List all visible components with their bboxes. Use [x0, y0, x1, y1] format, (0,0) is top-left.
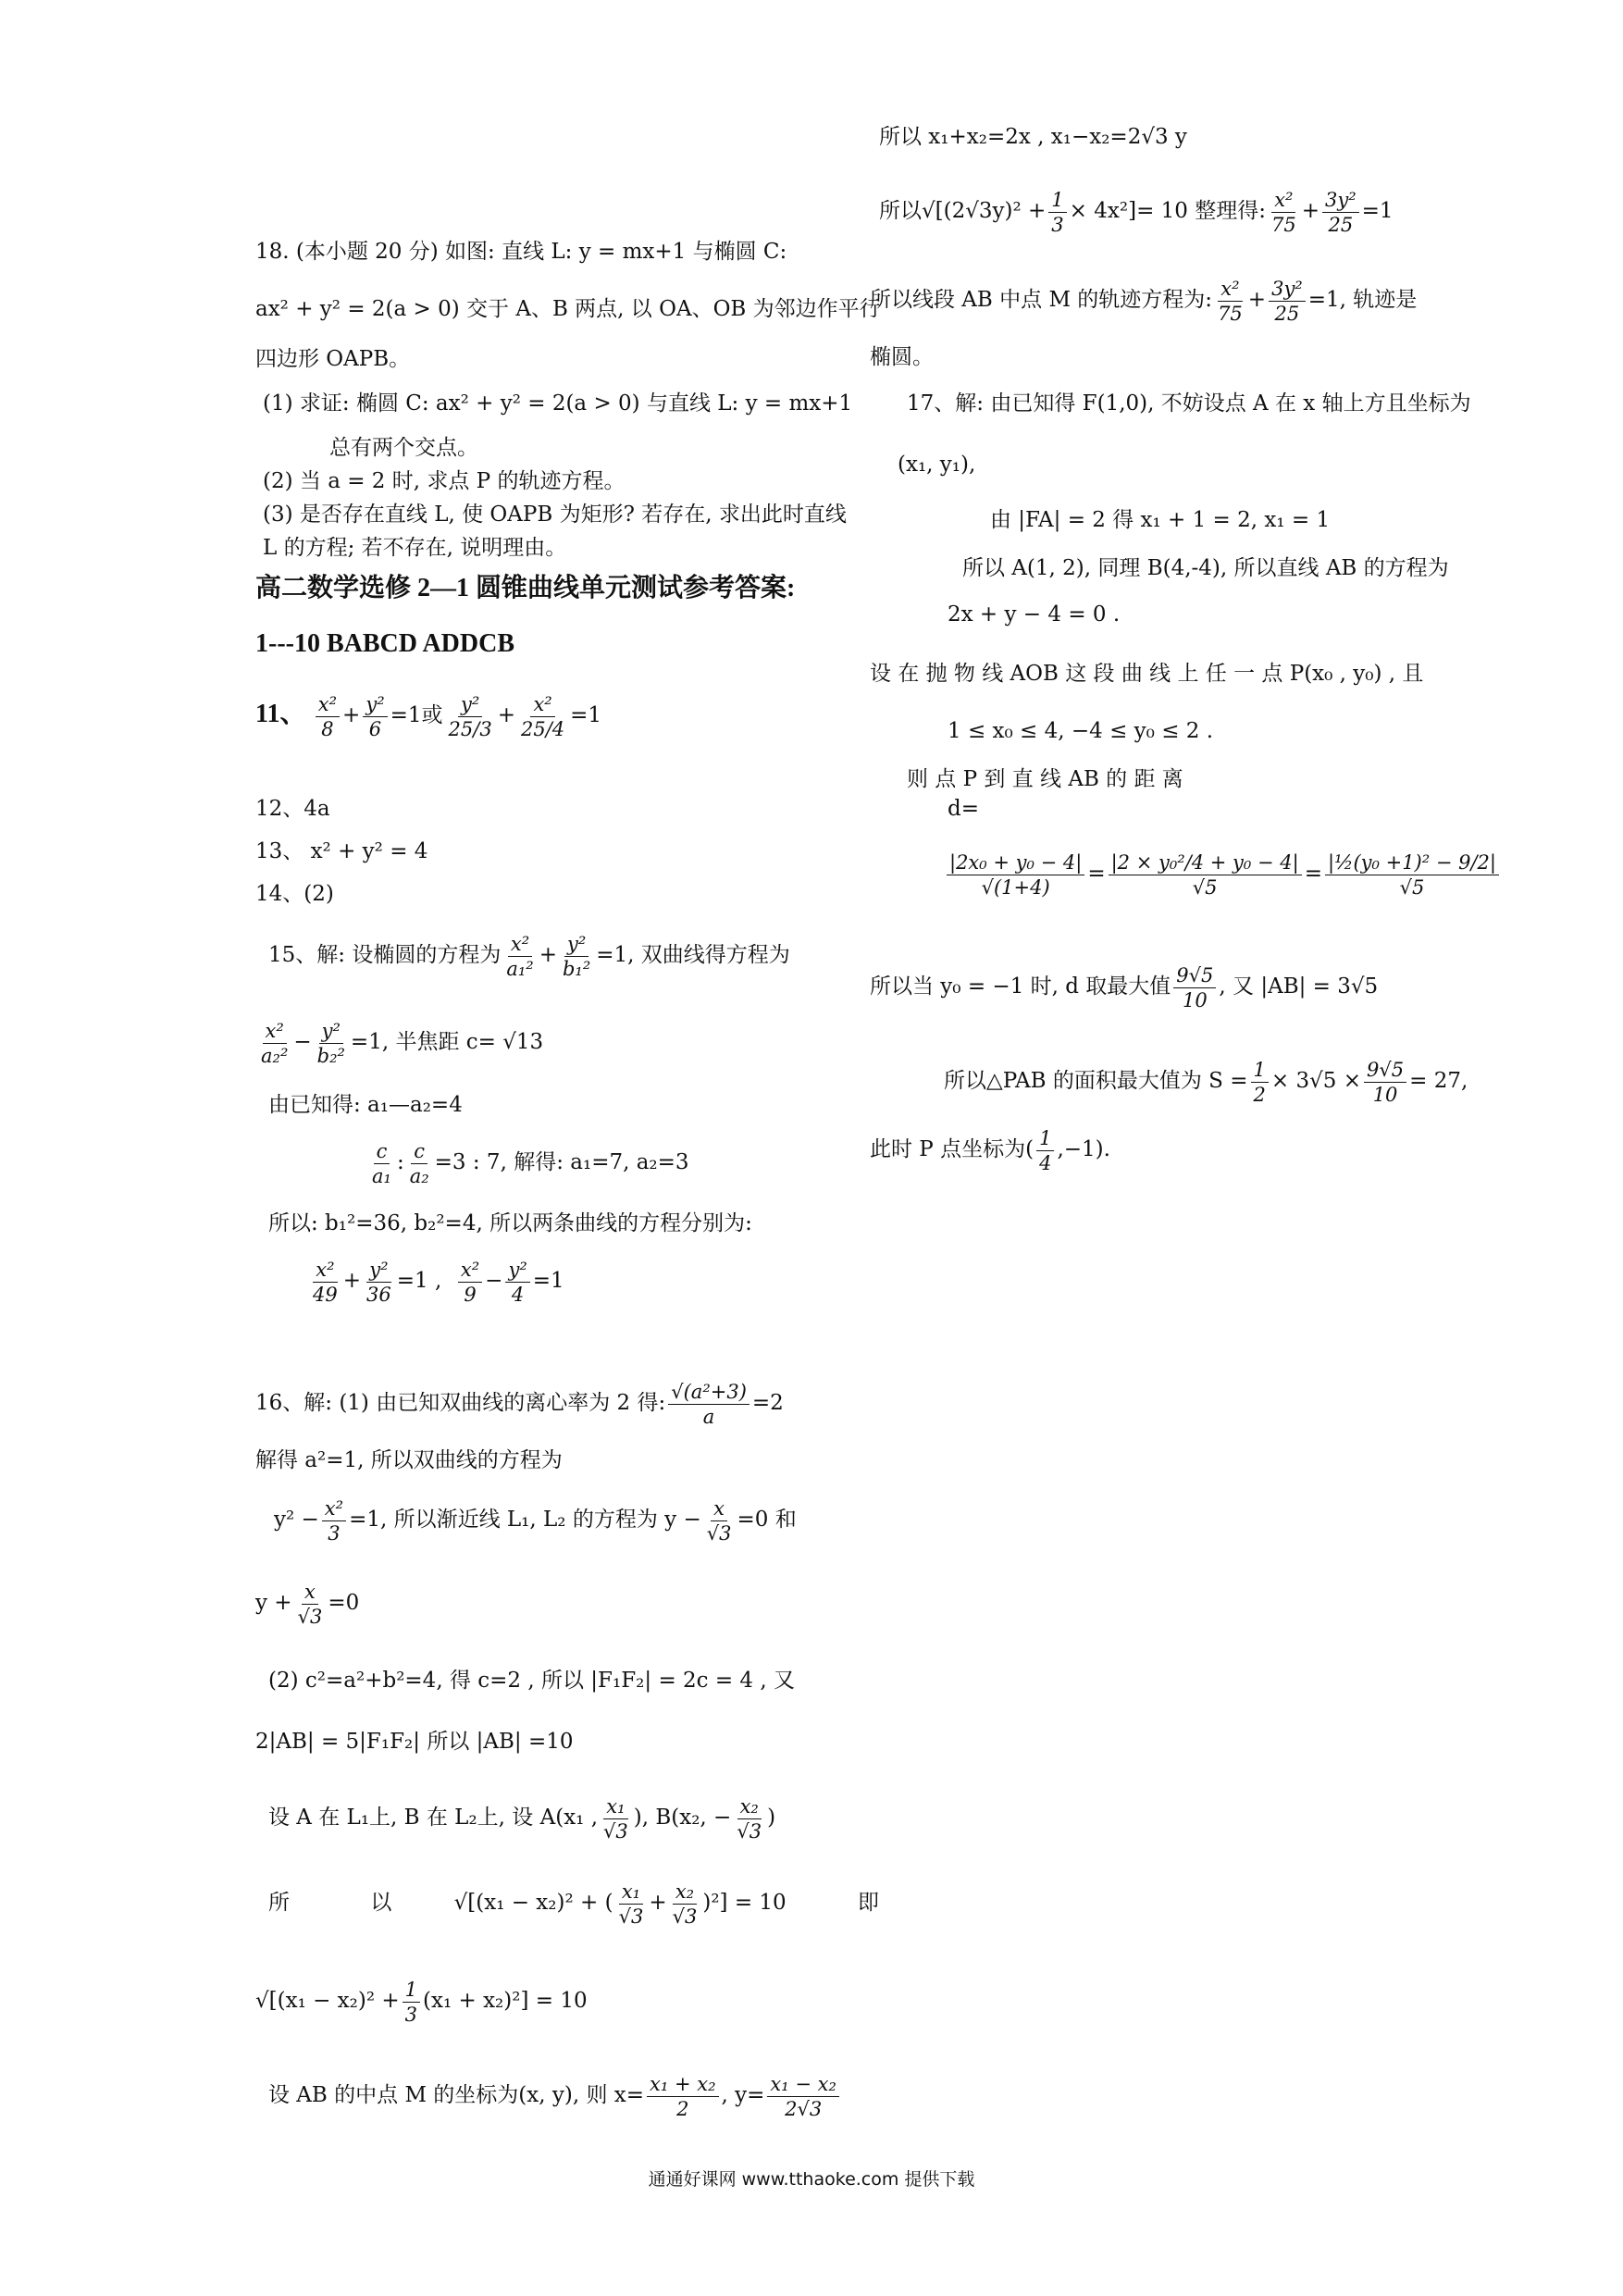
text: 所以线段 AB 中点 M 的轨迹方程为:: [870, 288, 1213, 312]
q18-part1a: (1) 求证: 椭圆 C: ax² + y² = 2(a > 0) 与直线 L: y = mx+1: [263, 391, 853, 416]
r-line9: 2x + y − 4 = 0 .: [948, 602, 1121, 627]
frac: $\frac{\text{x²}}{\text{a₂²}}$: [261, 1019, 289, 1067]
text: , 又 |AB| = 3√5: [1219, 974, 1379, 999]
text: 16、解: (1) 由已知双曲线的离心率为 2 得:: [255, 1391, 666, 1415]
answer-15-line2: $\frac{\text{x²}}{\text{a₂²}}$ − $\frac{\text{y²}}{\text{b₂²}}$ =1, 半焦距 c= √13: [255, 1012, 543, 1072]
frac: $\frac{\text{x²}}{8}$: [316, 692, 340, 741]
frac: $\frac{\text{y²}}{4}$: [505, 1258, 529, 1307]
r-line12: 则 点 P 到 直 线 AB 的 距 离: [907, 767, 1183, 791]
answer-15-line6: $\frac{\text{x²}}{49}$ + $\frac{\text{y²}}{36}$ =1 , $\frac{\text{x²}}{9}$ − $\frac{\text{y²}}{4}$ =1: [307, 1251, 564, 1310]
frac: $\frac{\text{|2x₀ + y₀ − 4|}}{√(1+4)}$: [947, 850, 1084, 900]
frac: $\frac{\text{y²}}{25/3}$: [448, 692, 492, 740]
text: , 半焦距 c= √13: [381, 1030, 544, 1054]
answer-11-label: 11、: [255, 700, 306, 728]
frac: $\frac{\text{x²}}{75}$: [1218, 277, 1243, 325]
text: , 所以渐近线 L₁, L₂ 的方程为: [379, 1508, 658, 1532]
text: 所以△PAB 的面积最大值为 S =: [944, 1069, 1248, 1093]
q18-part1b: 总有两个交点。: [329, 436, 478, 460]
answer-16-line7: 设 A 在 L₁上, B 在 L₂上, 设 A(x₁ , $\frac{\text{x₁}}{√3}$ ), B(x₂, − $\frac{\text{x₂}}{√3}$ ): [268, 1794, 776, 1843]
frac: $\frac{1}{2}$: [1251, 1058, 1269, 1107]
text: 以: [370, 1891, 392, 1915]
r-line16: 所以△PAB 的面积最大值为 S = $\frac{1}{2}$ × 3√5 × $\frac{9√5}{10}$ = 27,: [944, 1058, 1468, 1106]
frac: $\frac{\text{x²}}{25/4}$: [520, 692, 565, 740]
r-line17: [870, 1120, 1110, 1179]
r-line3: 所以线段 AB 中点 M 的轨迹方程为: $\frac{\text{x²}}{75}$ + $\frac{\text{3y²}}{25}$ =1, 轨迹是: [870, 277, 1418, 325]
answer-15-line1: 15、解: 设椭圆的方程为 $\frac{\text{x²}}{\text{a₁²}}$ + $\frac{\text{y²}}{\text{b₁²}}$ =1, 双曲线得方程为: [268, 932, 790, 980]
text: = 10 整理得:: [1136, 199, 1266, 223]
frac: $\frac{\text{|½(y₀ +1)² − 9/2|}}{√5}$: [1325, 850, 1499, 900]
frac: $\frac{\text{x²}}{3}$: [322, 1496, 346, 1545]
q18-line1: 18. (本小题 20 分) 如图: 直线 L: y = mx+1 与椭圆 C:: [255, 240, 787, 264]
frac: $\frac{1}{3}$: [1048, 188, 1066, 237]
r-line13: d=: [948, 797, 979, 821]
frac: $\frac{1}{4}$: [1036, 1126, 1054, 1175]
text: , 解得: a₁=7, a₂=3: [500, 1150, 689, 1174]
text: , y=: [721, 2083, 765, 2107]
r-line7: 由 |FA| = 2 得 x₁ + 1 = 2, x₁ = 1: [990, 508, 1331, 532]
frac: $\frac{x}{√3}$: [297, 1580, 323, 1628]
frac: $\frac{\text{√(a²+3)}}{a}$: [668, 1380, 750, 1429]
text: ,−1).: [1057, 1137, 1110, 1161]
r-line8: 所以 A(1, 2), 同理 B(4,-4), 所以直线 AB 的方程为: [962, 556, 1449, 580]
answer-13: 13、 x² + y² = 4: [255, 839, 428, 863]
r-line14: $\frac{\text{|2x₀ + y₀ − 4|}}{√(1+4)}$ = $\frac{\text{|2 × y₀²/4 + y₀ − 4|}}{√5}$ = $\frac{\text{|½(y₀ +1)² − 9/2|}}{√5}$: [944, 837, 1502, 911]
answer-16-line5: (2) c²=a²+b²=4, 得 c=2 , 所以 |F₁F₂| = 2c = 4 , 又: [268, 1669, 796, 1693]
frac: $\frac{\text{y²}}{36}$: [366, 1258, 391, 1306]
frac: $\frac{\text{x₁ + x₂}}{2}$: [647, 2072, 718, 2121]
r-line11: 1 ≤ x₀ ≤ 4, −4 ≤ y₀ ≤ 2 .: [948, 719, 1214, 743]
frac: $\frac{\text{3y²}}{25}$: [1322, 188, 1359, 237]
frac: $\frac{c}{\text{a₂}}$: [409, 1139, 429, 1187]
text: ), B(x₂, −: [633, 1806, 732, 1830]
answer-11-or: 或: [421, 703, 443, 727]
r-line10: 设 在 抛 物 线 AOB 这 段 曲 线 上 任 一 点 P(x₀ , y₀) , 且: [870, 662, 1424, 686]
text: 和: [774, 1508, 797, 1532]
answer-11: 11、 $\frac{\text{x²}}{8}$ + $\frac{\text{y²}}{6}$ =1或 $\frac{\text{y²}}{25/3}$ + $\frac{\text{x²}}{25/4}$ =1: [255, 692, 602, 740]
frac: $\frac{\text{x²}}{49}$: [313, 1258, 338, 1306]
text: 设 AB 的中点 M 的坐标为(x, y), 则 x=: [268, 2083, 645, 2107]
frac: $\frac{\text{x₁}}{√3}$: [603, 1794, 628, 1843]
q18-part3b: L 的方程; 若不存在, 说明理由。: [263, 536, 567, 560]
text: 设 A 在 L₁上, B 在 L₂上, 设 A(x₁ ,: [268, 1806, 599, 1830]
r-line4: 椭圆。: [870, 345, 934, 369]
frac: $\frac{\text{3y²}}{25}$: [1269, 277, 1306, 326]
frac: $\frac{9√5}{10}$: [1364, 1058, 1406, 1107]
frac: $\frac{\text{|2 × y₀²/4 + y₀ − 4|}}{√5}$: [1109, 850, 1302, 900]
answer-16-line10: [268, 2066, 842, 2125]
answer-15-line3: 由已知得: a₁—a₂=4: [268, 1093, 463, 1117]
text: 即: [858, 1891, 879, 1915]
text: 此时 P 点坐标为(: [870, 1137, 1035, 1161]
q18-part2: (2) 当 a = 2 时, 求点 P 的轨迹方程。: [263, 469, 626, 493]
frac: $\frac{\text{x₁}}{√3}$: [618, 1880, 644, 1928]
text: 所以当 y₀ = −1 时, d 取最大值: [870, 974, 1171, 999]
text: 所: [268, 1891, 290, 1915]
frac: $\frac{\text{y²}}{6}$: [363, 692, 387, 741]
text: = 27,: [1409, 1069, 1468, 1093]
text: 15、解: 设椭圆的方程为: [268, 943, 502, 967]
q18-part3a: (3) 是否存在直线 L, 使 OAPB 为矩形? 若存在, 求出此时直线: [263, 503, 847, 527]
answer-15-line4: $\frac{c}{\text{a₁}}$ : $\frac{c}{\text{a₂}}$ =3 : 7, 解得: a₁=7, a₂=3: [366, 1133, 689, 1192]
answer-title: 高二数学选修 2—1 圆锥曲线单元测试参考答案:: [255, 574, 796, 602]
frac: $\frac{\text{x²}}{9}$: [458, 1258, 482, 1307]
text: 所以: [879, 199, 922, 223]
answer-14: 14、(2): [255, 882, 334, 906]
answer-16-line2: 解得 a²=1, 所以双曲线的方程为: [255, 1448, 563, 1472]
frac: $\frac{\text{y²}}{\text{b₁²}}$: [562, 932, 591, 980]
answer-12: 12、4a: [255, 797, 330, 821]
answers-1-10: 1---10 BABCD ADDCB: [255, 629, 514, 658]
frac: $\frac{c}{\text{a₁}}$: [372, 1139, 391, 1187]
answer-15-line5: 所以: b₁²=36, b₂²=4, 所以两条曲线的方程分别为:: [268, 1211, 752, 1235]
r-line1: 所以 x₁+x₂=2x , x₁−x₂=2√3 y: [879, 125, 1187, 149]
q18-line2: ax² + y² = 2(a > 0) 交于 A、B 两点, 以 OA、OB 为邻边作平行: [255, 297, 881, 321]
frac: $\frac{\text{x²}}{\text{a₁²}}$: [506, 932, 534, 980]
frac: $\frac{\text{y²}}{\text{b₂²}}$: [316, 1019, 345, 1067]
text: , 轨迹是: [1339, 288, 1418, 312]
frac: $\frac{\text{x²}}{75}$: [1270, 188, 1296, 236]
frac: $\frac{x}{√3}$: [706, 1496, 732, 1545]
frac: $\frac{9√5}{10}$: [1173, 963, 1216, 1012]
answer-16-line3: y² − $\frac{\text{x²}}{3}$ =1, 所以渐近线 L₁, L₂ 的方程为 y − $\frac{x}{√3}$ =0 和: [274, 1496, 797, 1545]
frac: $\frac{\text{x₂}}{√3}$: [672, 1880, 698, 1928]
r-line5: 17、解: 由已知得 F(1,0), 不妨设点 A 在 x 轴上方且坐标为: [907, 391, 1471, 416]
answer-16-line1: 16、解: (1) 由已知双曲线的离心率为 2 得: $\frac{\text{√(a²+3)}}{a}$ =2: [255, 1380, 784, 1428]
frac: $\frac{1}{3}$: [403, 1978, 420, 2027]
frac: $\frac{\text{x₁ − x₂}}{2√3}$: [767, 2072, 838, 2121]
r-line2: 所以√[(2√3y)² + $\frac{1}{3}$ × 4x²]= 10 整理得: $\frac{\text{x²}}{75}$ + $\frac{\text{3y²}}{25}$ =1: [879, 188, 1394, 236]
answer-16-line4: y + $\frac{x}{√3}$ =0: [255, 1580, 360, 1628]
frac: $\frac{\text{x₂}}{√3}$: [737, 1794, 762, 1843]
answer-16-line8: 所 以 √[(x₁ − x₂)² + ( $\frac{\text{x₁}}{√3}$ + $\frac{\text{x₂}}{√3}$ )²] = 10 即: [268, 1880, 879, 1928]
q18-line3: 四边形 OAPB。: [255, 347, 411, 371]
answer-16-line9: √[(x₁ − x₂)² + $\frac{1}{3}$ (x₁ + x₂)²] = 10: [255, 1978, 588, 2026]
text: , 双曲线得方程为: [627, 943, 790, 967]
r-line15: [870, 957, 1378, 1016]
answer-16-line6: 2|AB| = 5|F₁F₂| 所以 |AB| =10: [255, 1730, 574, 1754]
r-line6: (x₁, y₁),: [898, 453, 976, 477]
page-footer: 通通好课网 www.tthaoke.com 提供下载: [648, 2169, 975, 2190]
